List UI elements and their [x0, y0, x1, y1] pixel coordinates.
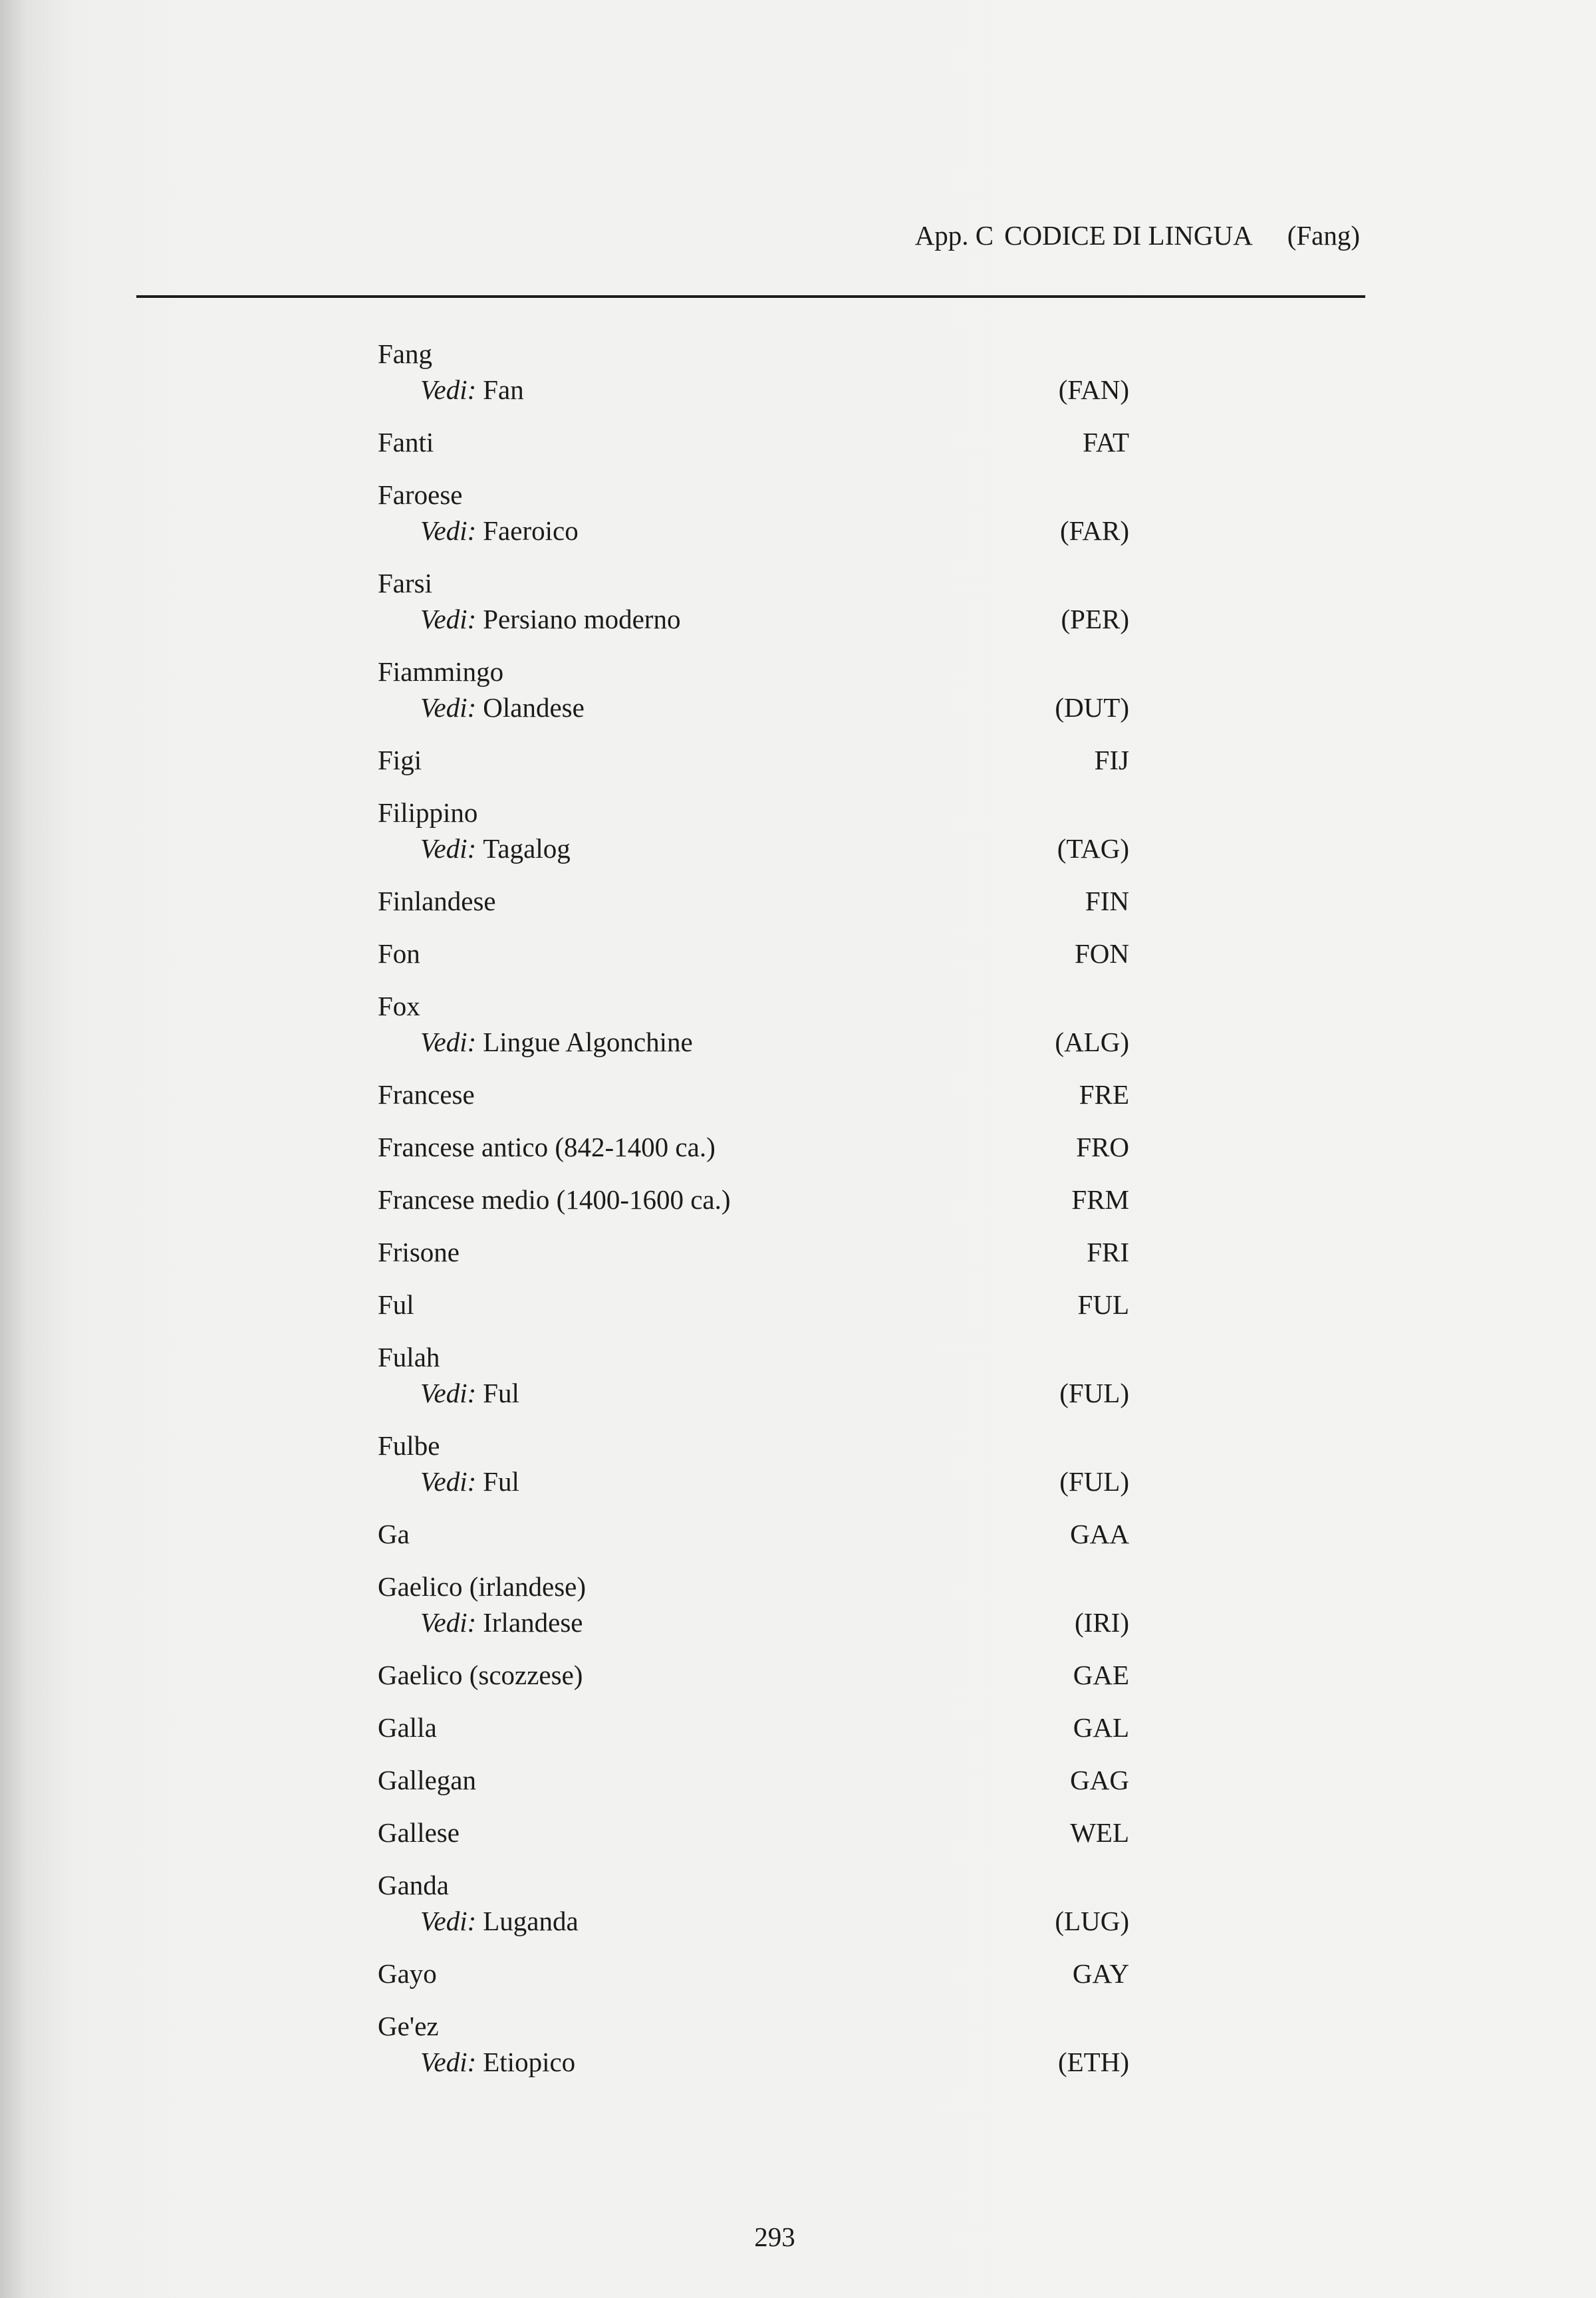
see-target: Faeroico	[483, 515, 579, 546]
see-label: Vedi:	[420, 1906, 477, 1936]
entry-code: (FAR)	[1059, 515, 1129, 546]
entry-cross-reference	[378, 1903, 1129, 1939]
see-target: Luganda	[483, 1906, 579, 1936]
see-target: Irlandese	[483, 1607, 583, 1638]
entry-code: (PER)	[1061, 604, 1129, 634]
entry-code: GAY	[1072, 1958, 1129, 1989]
entry-term: Ful	[378, 1289, 414, 1320]
entry	[378, 742, 1129, 778]
entry-code: (FUL)	[1059, 1378, 1129, 1408]
entry	[378, 1339, 1129, 1411]
entry-term: Gallegan	[378, 1765, 476, 1795]
entry-code: FRI	[1087, 1237, 1129, 1267]
entry-code: GAE	[1073, 1660, 1129, 1690]
entry-term: Fanti	[378, 427, 434, 457]
entry-cross-reference	[378, 1024, 1129, 1060]
entry-term: Francese antico (842-1400 ca.)	[378, 1132, 716, 1162]
entry-term: Fon	[378, 938, 420, 969]
see-label: Vedi:	[420, 515, 477, 546]
entry-code: FON	[1074, 938, 1129, 969]
entry	[378, 654, 1129, 725]
see-target: Fan	[483, 374, 524, 405]
header-guide-word: (Fang)	[1287, 220, 1360, 251]
entry	[378, 1657, 1129, 1693]
entry-term: Fang	[378, 338, 432, 369]
entry-code: (FAN)	[1058, 374, 1129, 405]
entry	[378, 1762, 1129, 1798]
entry-code: FIN	[1085, 886, 1129, 916]
entry-term: Francese medio (1400-1600 ca.)	[378, 1184, 731, 1215]
entry	[378, 883, 1129, 919]
entry-term: Ge'ez	[378, 2011, 439, 2041]
entry-code: FAT	[1083, 427, 1129, 457]
entry-cross-reference	[378, 513, 1129, 549]
entry-cross-reference	[378, 690, 1129, 725]
entry-code: GAA	[1070, 1519, 1129, 1549]
entry-term: Fox	[378, 991, 420, 1021]
see-label: Vedi:	[420, 1466, 477, 1497]
see-target: Etiopico	[483, 2047, 576, 2077]
see-target: Persiano moderno	[483, 604, 681, 634]
entry-code: (FUL)	[1059, 1466, 1129, 1497]
see-label: Vedi:	[420, 1607, 477, 1638]
see-target: Tagalog	[483, 833, 571, 864]
header-section: App. C	[914, 220, 994, 251]
entry	[378, 1710, 1129, 1745]
entry	[378, 2008, 1129, 2080]
entry	[378, 336, 1129, 408]
entry	[378, 1428, 1129, 1499]
entry	[378, 1956, 1129, 1991]
entry-code: FIJ	[1094, 745, 1129, 775]
entry	[378, 1516, 1129, 1552]
entry-term: Fulah	[378, 1342, 440, 1372]
see-label: Vedi:	[420, 1027, 477, 1057]
entry-term: Gallese	[378, 1817, 460, 1848]
entry-code: GAL	[1073, 1712, 1129, 1743]
entry-term: Gaelico (irlandese)	[378, 1571, 587, 1602]
see-label: Vedi:	[420, 1378, 477, 1408]
entry-code: (TAG)	[1057, 833, 1129, 864]
header-title: CODICE DI LINGUA	[1004, 220, 1253, 251]
entry-code: WEL	[1070, 1817, 1129, 1848]
see-target: Olandese	[483, 692, 585, 723]
entry	[378, 477, 1129, 549]
entry	[378, 795, 1129, 866]
entry-list	[378, 336, 1129, 2097]
see-label: Vedi:	[420, 833, 477, 864]
entry-term: Gaelico (scozzese)	[378, 1660, 583, 1690]
entry	[378, 1815, 1129, 1851]
entry-term: Frisone	[378, 1237, 460, 1267]
entry	[378, 1867, 1129, 1939]
entry	[378, 988, 1129, 1060]
entry-code: GAG	[1070, 1765, 1129, 1795]
entry-term: Filippino	[378, 797, 478, 828]
running-header	[915, 219, 1360, 251]
entry-term: Finlandese	[378, 886, 496, 916]
entry-cross-reference	[378, 1604, 1129, 1640]
entry	[378, 424, 1129, 460]
entry-code: FRO	[1076, 1132, 1129, 1162]
entry-code: FRE	[1079, 1079, 1129, 1110]
entry-term: Ganda	[378, 1870, 450, 1900]
entry-code: (LUG)	[1055, 1906, 1129, 1936]
entry-term: Francese	[378, 1079, 475, 1110]
see-label: Vedi:	[420, 2047, 477, 2077]
entry	[378, 1129, 1129, 1165]
entry	[378, 1569, 1129, 1640]
entry-cross-reference	[378, 1464, 1129, 1499]
entry	[378, 1077, 1129, 1112]
entry	[378, 565, 1129, 637]
entry-code: (DUT)	[1055, 692, 1129, 723]
entry-term: Faroese	[378, 479, 463, 510]
entry-term: Fulbe	[378, 1430, 440, 1461]
header-rule	[136, 295, 1365, 298]
entry-code: (ALG)	[1055, 1027, 1129, 1057]
entry-code: FRM	[1071, 1184, 1129, 1215]
entry-cross-reference	[378, 1375, 1129, 1411]
page-number: 293	[754, 2222, 795, 2252]
entry-code: (ETH)	[1057, 2047, 1129, 2077]
entry-code: FUL	[1077, 1289, 1129, 1320]
entry-cross-reference	[378, 601, 1129, 637]
see-label: Vedi:	[420, 692, 477, 723]
entry	[378, 1182, 1129, 1217]
entry-cross-reference	[378, 830, 1129, 866]
entry-term: Galla	[378, 1712, 437, 1743]
see-target: Lingue Algonchine	[483, 1027, 693, 1057]
entry-term: Gayo	[378, 1958, 437, 1989]
see-target: Ful	[483, 1466, 519, 1497]
see-target: Ful	[483, 1378, 519, 1408]
see-label: Vedi:	[420, 374, 477, 405]
entry-term: Fiammingo	[378, 656, 504, 687]
entry-term: Ga	[378, 1519, 410, 1549]
entry-term: Figi	[378, 745, 422, 775]
entry-code: (IRI)	[1075, 1607, 1129, 1638]
entry-cross-reference	[378, 2044, 1129, 2080]
see-label: Vedi:	[420, 604, 477, 634]
entry-cross-reference	[378, 372, 1129, 408]
entry	[378, 1234, 1129, 1270]
entry	[378, 1287, 1129, 1323]
entry	[378, 936, 1129, 971]
entry-term: Farsi	[378, 568, 432, 598]
